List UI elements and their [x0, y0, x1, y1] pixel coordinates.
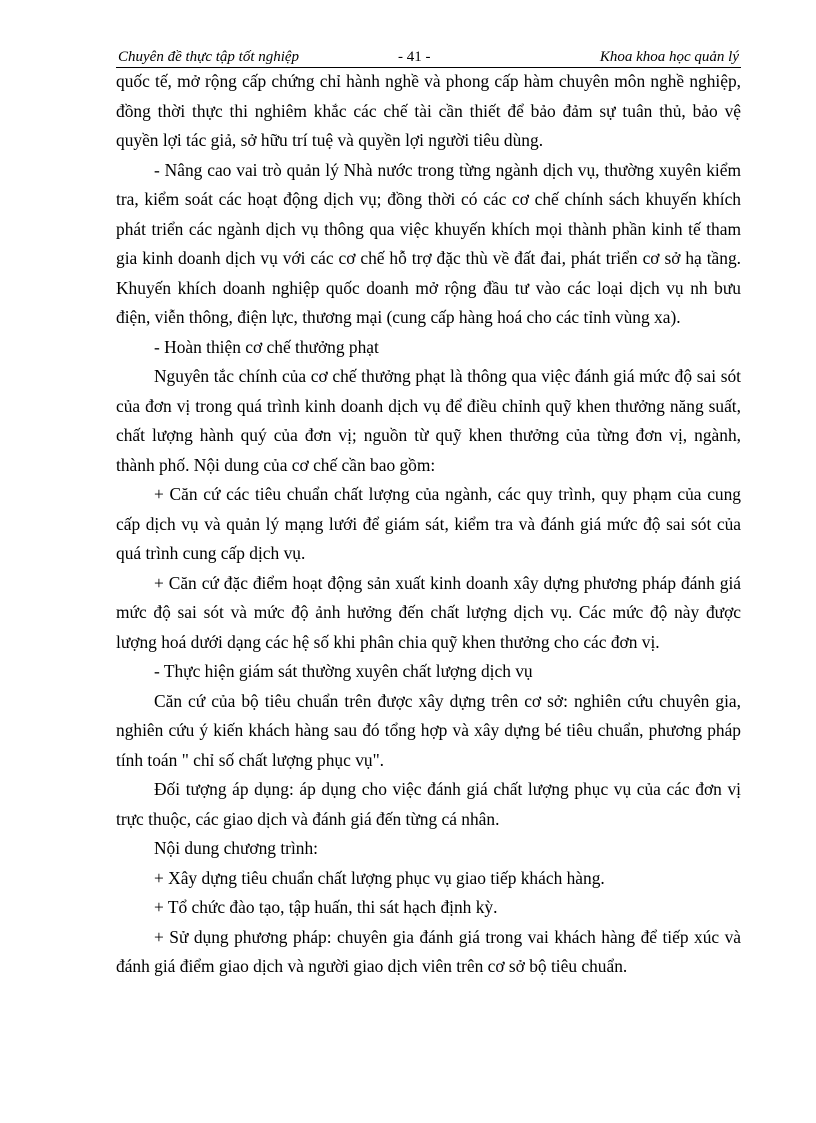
paragraph-standards-basis: Căn cứ của bộ tiêu chuẩn trên được xây dựng trên cơ sở: nghiên cứu chuyên gia, nghiên cứu ý kiến khách hàng sau đó tổng hợp và xây dựng bé tiêu chuẩn, phương pháp tính toán " chỉ số chất lượng phục vụ". [116, 690, 741, 770]
document-body [116, 67, 741, 982]
paragraph-reward-principle: Nguyên tắc chính của cơ chế thưởng phạt là thông qua việc đánh giá mức độ sai sót của đơn vị trong quá trình kinh doanh dịch vụ để điều chỉnh quỹ khen thưởng năng suất, chất lượng hành quý của đơn vị; nguồn từ quỹ khen thưởng của từng đơn vị, ngành, thành phố. Nội dung của cơ chế cần bao gồm: [116, 366, 741, 475]
list-item-evaluation-method: + Căn cứ đặc điểm hoạt động sản xuất kinh doanh xây dựng phương pháp đánh giá mức độ sai sót và mức độ ảnh hưởng đến chất lượng dịch vụ. Các mức độ này được lượng hoá dưới dạng các hệ số khi phân chia quỹ khen thưởng cho các đơn vị. [116, 572, 741, 652]
page-header [116, 47, 741, 68]
list-item-quality-standards: + Căn cứ các tiêu chuẩn chất lượng của ngành, các quy trình, quy phạm của cung cấp dịch vụ và quản lý mạng lưới để giám sát, kiểm tra và đánh giá mức độ sai sót của quá trình cung cấp dịch vụ. [116, 484, 741, 563]
list-item-training: + Tổ chức đào tạo, tập huấn, thi sát hạch định kỳ. [154, 897, 498, 917]
list-item-expert-method: + Sử dụng phương pháp: chuyên gia đánh giá trong vai khách hàng để tiếp xúc và đánh giá điểm giao dịch và người giao dịch viên trên cơ sở bộ tiêu chuẩn. [116, 926, 741, 976]
paragraph-target-scope: Đối tượng áp dụng: áp dụng cho việc đánh giá chất lượng phục vụ của các đơn vị trực thuộc, các giao dịch và đánh giá đến từng cá nhân. [116, 779, 741, 829]
header-faculty: Khoa khoa học quản lý [599, 49, 739, 65]
paragraph-state-management: - Nâng cao vai trò quản lý Nhà nước trong từng ngành dịch vụ, thường xuyên kiểm tra, kiểm soát các hoạt động dịch vụ; đồng thời có các cơ chế chính sách khuyến khích phát triển các ngành dịch vụ thông qua việc khuyến khích mọi thành phần kinh tế tham gia kinh doanh dịch vụ với các cơ chế hỗ trợ đặc thù về đất đai, phát triển cơ sở hạ tầng. Khuyến khích doanh nghiệp quốc doanh mở rộng đầu tư vào các loại dịch vụ nh bưu điện, viễn thông, điện lực, thương mại (cung cấp hàng hoá cho các tỉnh vùng xa). [116, 159, 741, 327]
heading-program-content: Nội dung chương trình: [154, 838, 319, 858]
heading-quality-monitoring: - Thực hiện giám sát thường xuyên chất lượng dịch vụ [154, 661, 533, 681]
paragraph-continuation: quốc tế, mở rộng cấp chứng chỉ hành nghề và phong cấp hàm chuyên môn nghề nghiệp, đồng thời thực thi nghiêm khắc các chế tài cần thiết để bảo đảm sự tuân thủ, bảo vệ quyền lợi tác giả, sở hữu trí tuệ và quyền lợi người tiêu dùng. [116, 71, 741, 150]
heading-reward-mechanism: - Hoàn thiện cơ chế thưởng phạt [154, 336, 379, 357]
page-number: - 41 - [398, 49, 431, 65]
list-item-build-standards: + Xây dựng tiêu chuẩn chất lượng phục vụ giao tiếp khách hàng. [154, 867, 605, 888]
header-thesis-title: Chuyên đề thực tập tốt nghiệp [118, 49, 300, 65]
